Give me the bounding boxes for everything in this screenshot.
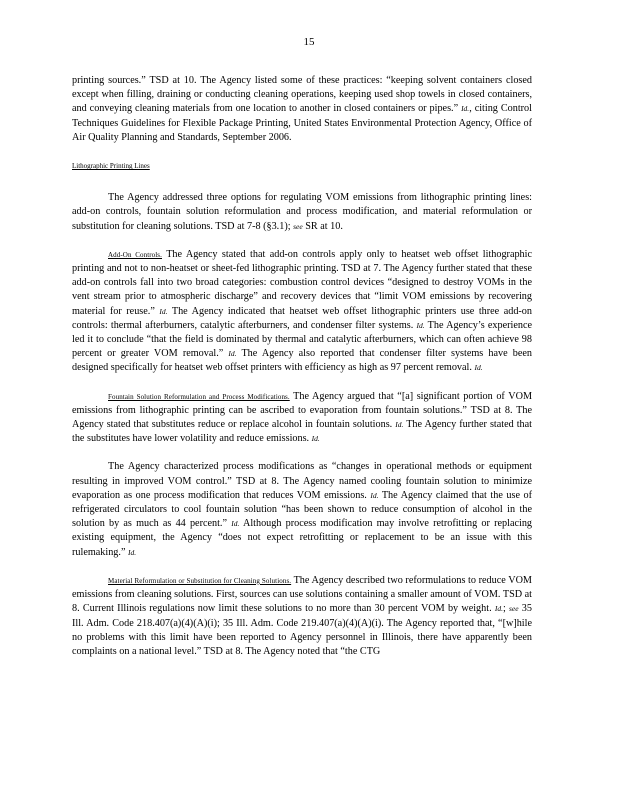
citation-id: Id. [474, 363, 483, 373]
citation-see: see [509, 604, 519, 614]
paragraph-text: SR at 10. [302, 220, 343, 232]
paragraph-text: 35 Ill. Adm. Code 218.407(a)(4)(A)(i); 35 Ill. Adm. Code 219.407(a)(4)(A)(i). The Agency reported that, “[w]hile no problems with this limit have been reported to Agency personnel in Illinois, there have apparently been complaints on a national level.” TSD at 8. The Agency noted that “the CTG [72, 603, 532, 657]
paragraph-text: , citing Control Techniques Guidelines for Flexible Package Printing, United States Environmental Protection Agency, Office of Air Quality Planning and Standards, September 2006. [72, 103, 532, 143]
citation-id: Id. [228, 349, 237, 359]
runin-heading-add-on-controls: Add-On Controls. [108, 250, 162, 259]
paragraph-add-on-controls [72, 248, 532, 376]
citation-id: Id. [395, 420, 404, 430]
citation-id: Id. [370, 490, 379, 500]
citation-see: see [293, 221, 303, 231]
citation-id: Id. [494, 604, 503, 614]
paragraph-text: Although process modification may involve retrofitting or replacing existing equipment, the Agency “does not expect retrofitting or replacement to be an issue with this rulemaking.” [72, 518, 533, 558]
paragraph-text: The Agency also reported that condenser filter systems have been designed specifically for heatset web offset printers with efficiency as high as 97 percent removal. [72, 348, 532, 374]
citation-id: Id. [416, 320, 425, 330]
citation-id: Id. [231, 519, 240, 529]
paragraph-text: The Agency claimed that the use of refrigerated circulators to cool fountain solution “has been shown to reduce consumption of alcohol in the solution by as much as 44 percent.” [72, 489, 532, 530]
page-number: 15 [303, 36, 315, 48]
paragraph-text: The Agency’s experience led it to conclude “that the field is dominated by thermal and catalytic afterburners, which can often achieve 98 percent or greater VOM removal.” [72, 319, 533, 360]
paragraph-fountain-solution [72, 390, 532, 447]
paragraph-text: The Agency characterized process modifications as “changes in operational methods or equipment resulting in improved VOM control.” TSD at 8. The Agency named cooling fountain solution to minimize evaporation as one process modification that reduces VOM emissions. [72, 461, 532, 501]
document-body [72, 74, 532, 659]
paragraph-text: The Agency further stated that the substitutes have lower volatility and reduce emissions. [72, 419, 533, 445]
paragraph-options [72, 191, 532, 234]
paragraph-cleaning-solutions [72, 574, 532, 659]
citation-id: Id. [461, 104, 470, 114]
paragraph-text: The Agency argued that “[a] significant portion of VOM emissions from lithographic printing can be ascribed to evaporation from fountain solutions.” TSD at 8. The Agency stated that substitutes reduce or replace alcohol in fountain solutions. [72, 390, 533, 431]
paragraph-printing-sources [72, 74, 532, 145]
paragraph-text: ; [502, 603, 509, 615]
citation-id: Id. [159, 306, 168, 316]
paragraph-text: printing sources.” TSD at 10. The Agency listed some of these practices: “keeping solvent containers closed except when filling, draining or conducting cleaning operations, keeping used shop towels in closed containers, and conveying cleaning materials from one location to another in closed containers or pipes.” [72, 75, 532, 115]
runin-heading-cleaning-solutions: Material Reformulation or Substitution for Cleaning Solutions. [108, 576, 292, 585]
paragraph-text: The Agency addressed three options for regulating VOM emissions from lithographic printing lines: add-on controls, fountain solution reformulation and process modification, and material reformulation or substitution for cleaning solutions. TSD at 7-8 (§3.1); [72, 192, 532, 232]
runin-heading-fountain-solution: Fountain Solution Reformulation and Process Modifications. [108, 392, 290, 401]
paragraph-text: The Agency described two reformulations to reduce VOM emissions from cleaning solutions. First, sources can use solutions containing a smaller amount of VOM. TSD at 8. Current Illinois regulations now limit these solutions to no more than 30 percent VOM by weight. [72, 574, 532, 615]
citation-id: Id. [128, 547, 137, 557]
section-heading-lithographic: Lithographic Printing Lines [72, 162, 150, 171]
paragraph-text: The Agency indicated that heatset web offset lithographic printers use three add-on controls: thermal afterburners, catalytic afterburners, and condenser filter systems. [72, 305, 532, 331]
paragraph-process-modifications [72, 460, 532, 559]
citation-id: Id. [311, 434, 320, 444]
paragraph-text: The Agency stated that add-on controls apply only to heatset web offset lithographic printing and not to non-heatset or sheet-fed lithographic printing. TSD at 7. The Agency further stated that these add-on controls fall into two broad categories: combustion control devices “designed to destroy VOMs in the vent stream prior to atmospheric discharge” and recovery devices that “limit VOM emissions by recovering material for reuse.” [72, 248, 533, 317]
